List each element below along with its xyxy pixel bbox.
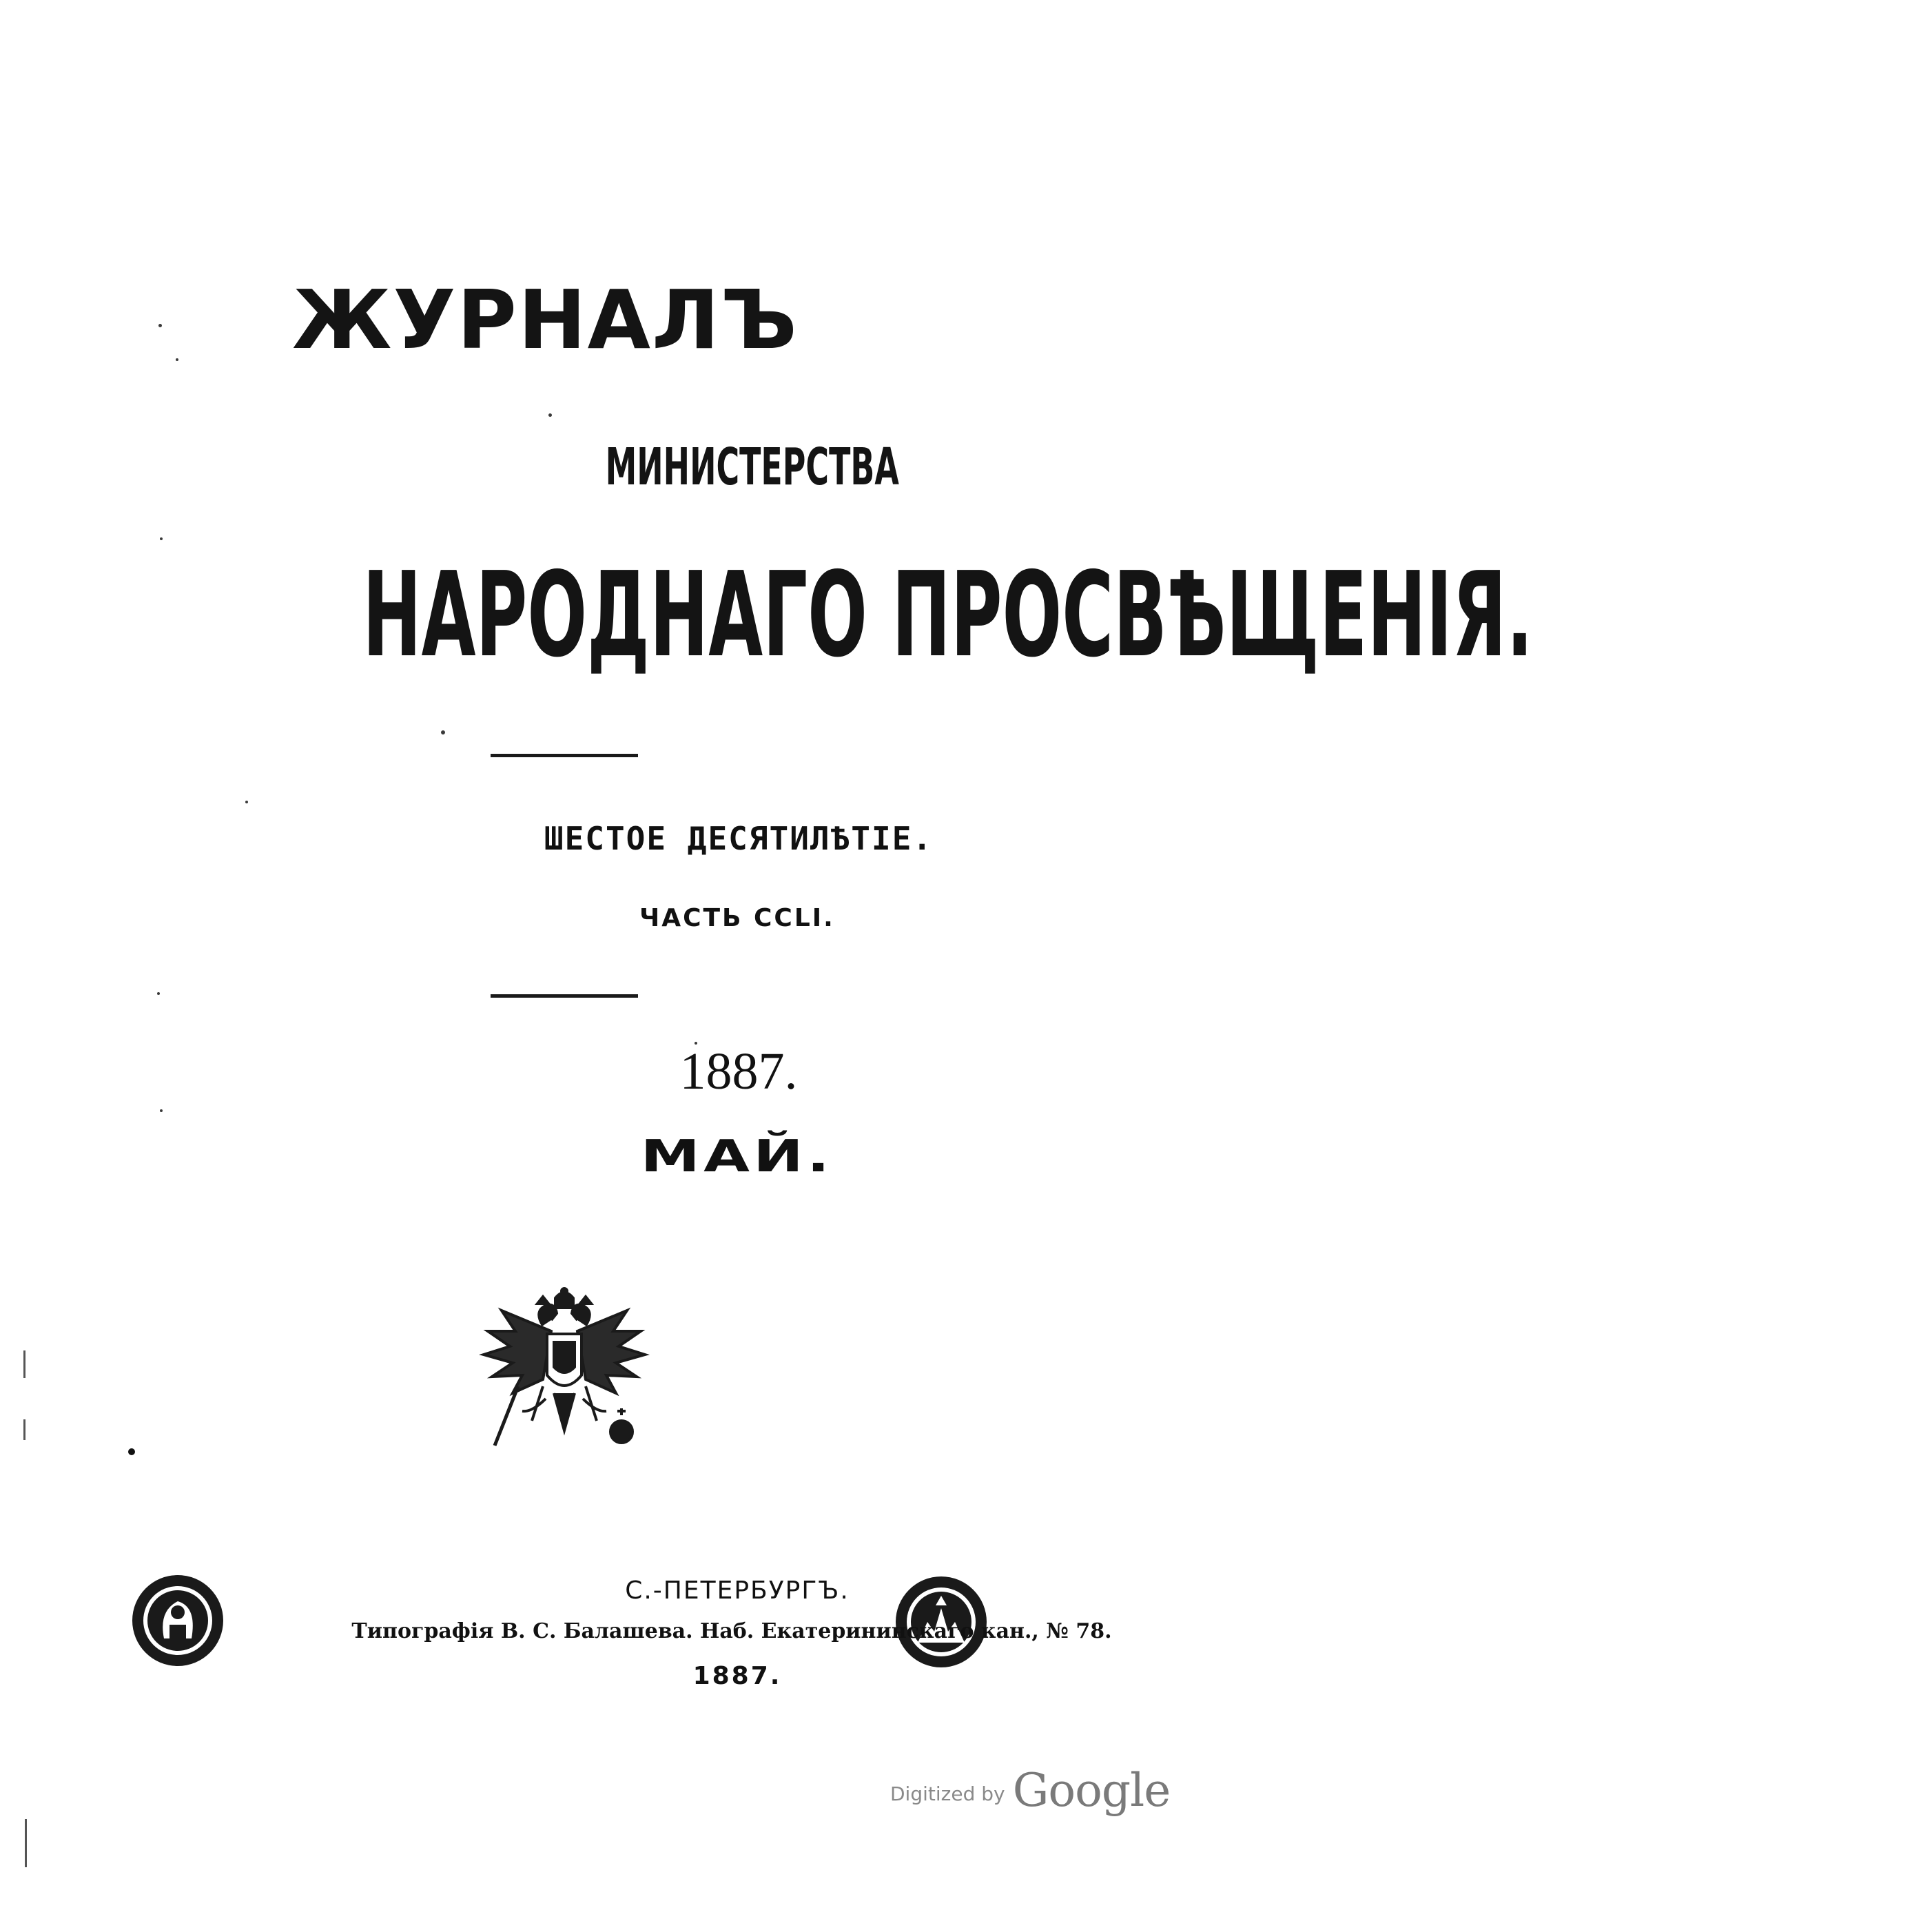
- issue-year: 1887.: [679, 1042, 798, 1100]
- scan-speck: [128, 1448, 135, 1455]
- ministry-subtitle: [96, 438, 1408, 497]
- scan-speck: [160, 537, 163, 540]
- digitized-brand: Google: [1012, 1764, 1171, 1817]
- imprint-city: С.-ПЕТЕРБУРГЪ.: [625, 1576, 850, 1605]
- divider-rule: [491, 754, 638, 757]
- imprint-printer: Типографія В. С. Балашева. Наб. Екатерининскаго кан., № 78.: [351, 1619, 1112, 1643]
- scan-speck: [158, 324, 162, 327]
- issue-month-text: МАЙ.: [641, 1131, 834, 1182]
- margin-mark: [25, 1819, 27, 1867]
- decade-line: ШЕСТОЕ ДЕСЯТИЛѢТІЕ.: [544, 820, 934, 857]
- education-title-text: НАРОДНАГО ПРОСВѢЩЕНІЯ.: [362, 547, 1534, 684]
- scan-speck: [160, 1109, 163, 1112]
- margin-mark: [23, 1350, 25, 1378]
- education-title: [0, 547, 1534, 684]
- scan-speck: [176, 358, 178, 361]
- scan-speck: [548, 413, 552, 417]
- issue-month: [81, 1131, 1393, 1182]
- divider-rule: [491, 994, 638, 998]
- digitized-prefix: Digitized by: [890, 1782, 1005, 1805]
- margin-mark: [23, 1419, 25, 1440]
- digitized-watermark: [890, 1764, 1170, 1817]
- double-headed-eagle-icon: [474, 1283, 655, 1463]
- ministry-subtitle-text: МИНИСТЕРСТВА: [605, 438, 900, 497]
- scan-speck: [245, 801, 248, 803]
- scan-speck: [157, 992, 160, 995]
- scan-speck: [441, 730, 445, 734]
- imprint-year: 1887.: [692, 1662, 782, 1690]
- journal-title: ЖУРНАЛЪ: [292, 272, 799, 367]
- part-number: ЧАСТЬ CCLI.: [639, 904, 835, 932]
